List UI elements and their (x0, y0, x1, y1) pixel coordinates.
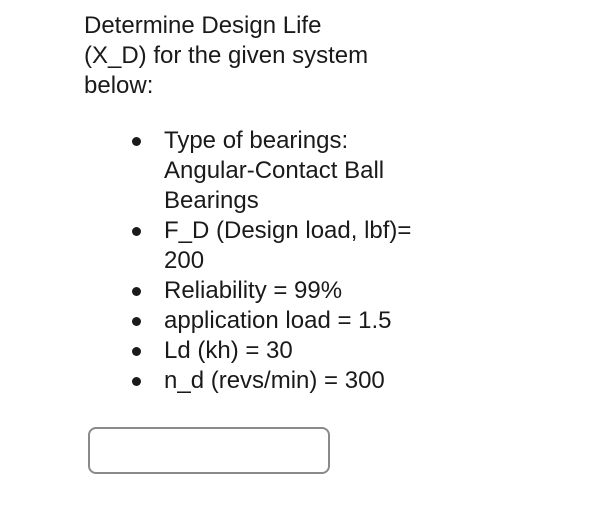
parameter-text: application load = 1.5 (164, 307, 392, 334)
list-item (132, 336, 432, 366)
list-item (132, 126, 432, 216)
question-prompt (84, 11, 414, 101)
parameter-list (132, 126, 432, 396)
question-line: (X_D) for the given system (84, 42, 369, 69)
list-item (132, 276, 432, 306)
bullet-icon (132, 137, 141, 146)
parameter-text: Type of bearings: Angular-Contact Ball Bearings (164, 127, 385, 214)
list-item (132, 366, 432, 396)
list-item (132, 216, 432, 276)
bullet-icon (132, 317, 141, 326)
bullet-icon (132, 377, 141, 386)
answer-input[interactable] (88, 427, 330, 474)
bullet-icon (132, 287, 141, 296)
bullet-icon (132, 347, 141, 356)
parameter-text: Ld (kh) = 30 (164, 337, 293, 364)
bullet-icon (132, 227, 141, 236)
question-line: below: (84, 72, 154, 99)
parameter-text: n_d (revs/min) = 300 (164, 367, 385, 394)
list-item (132, 306, 432, 336)
parameter-text: F_D (Design load, lbf)= 200 (164, 217, 412, 274)
parameter-text: Reliability = 99% (164, 277, 343, 304)
question-line: Determine Design Life (84, 12, 322, 39)
